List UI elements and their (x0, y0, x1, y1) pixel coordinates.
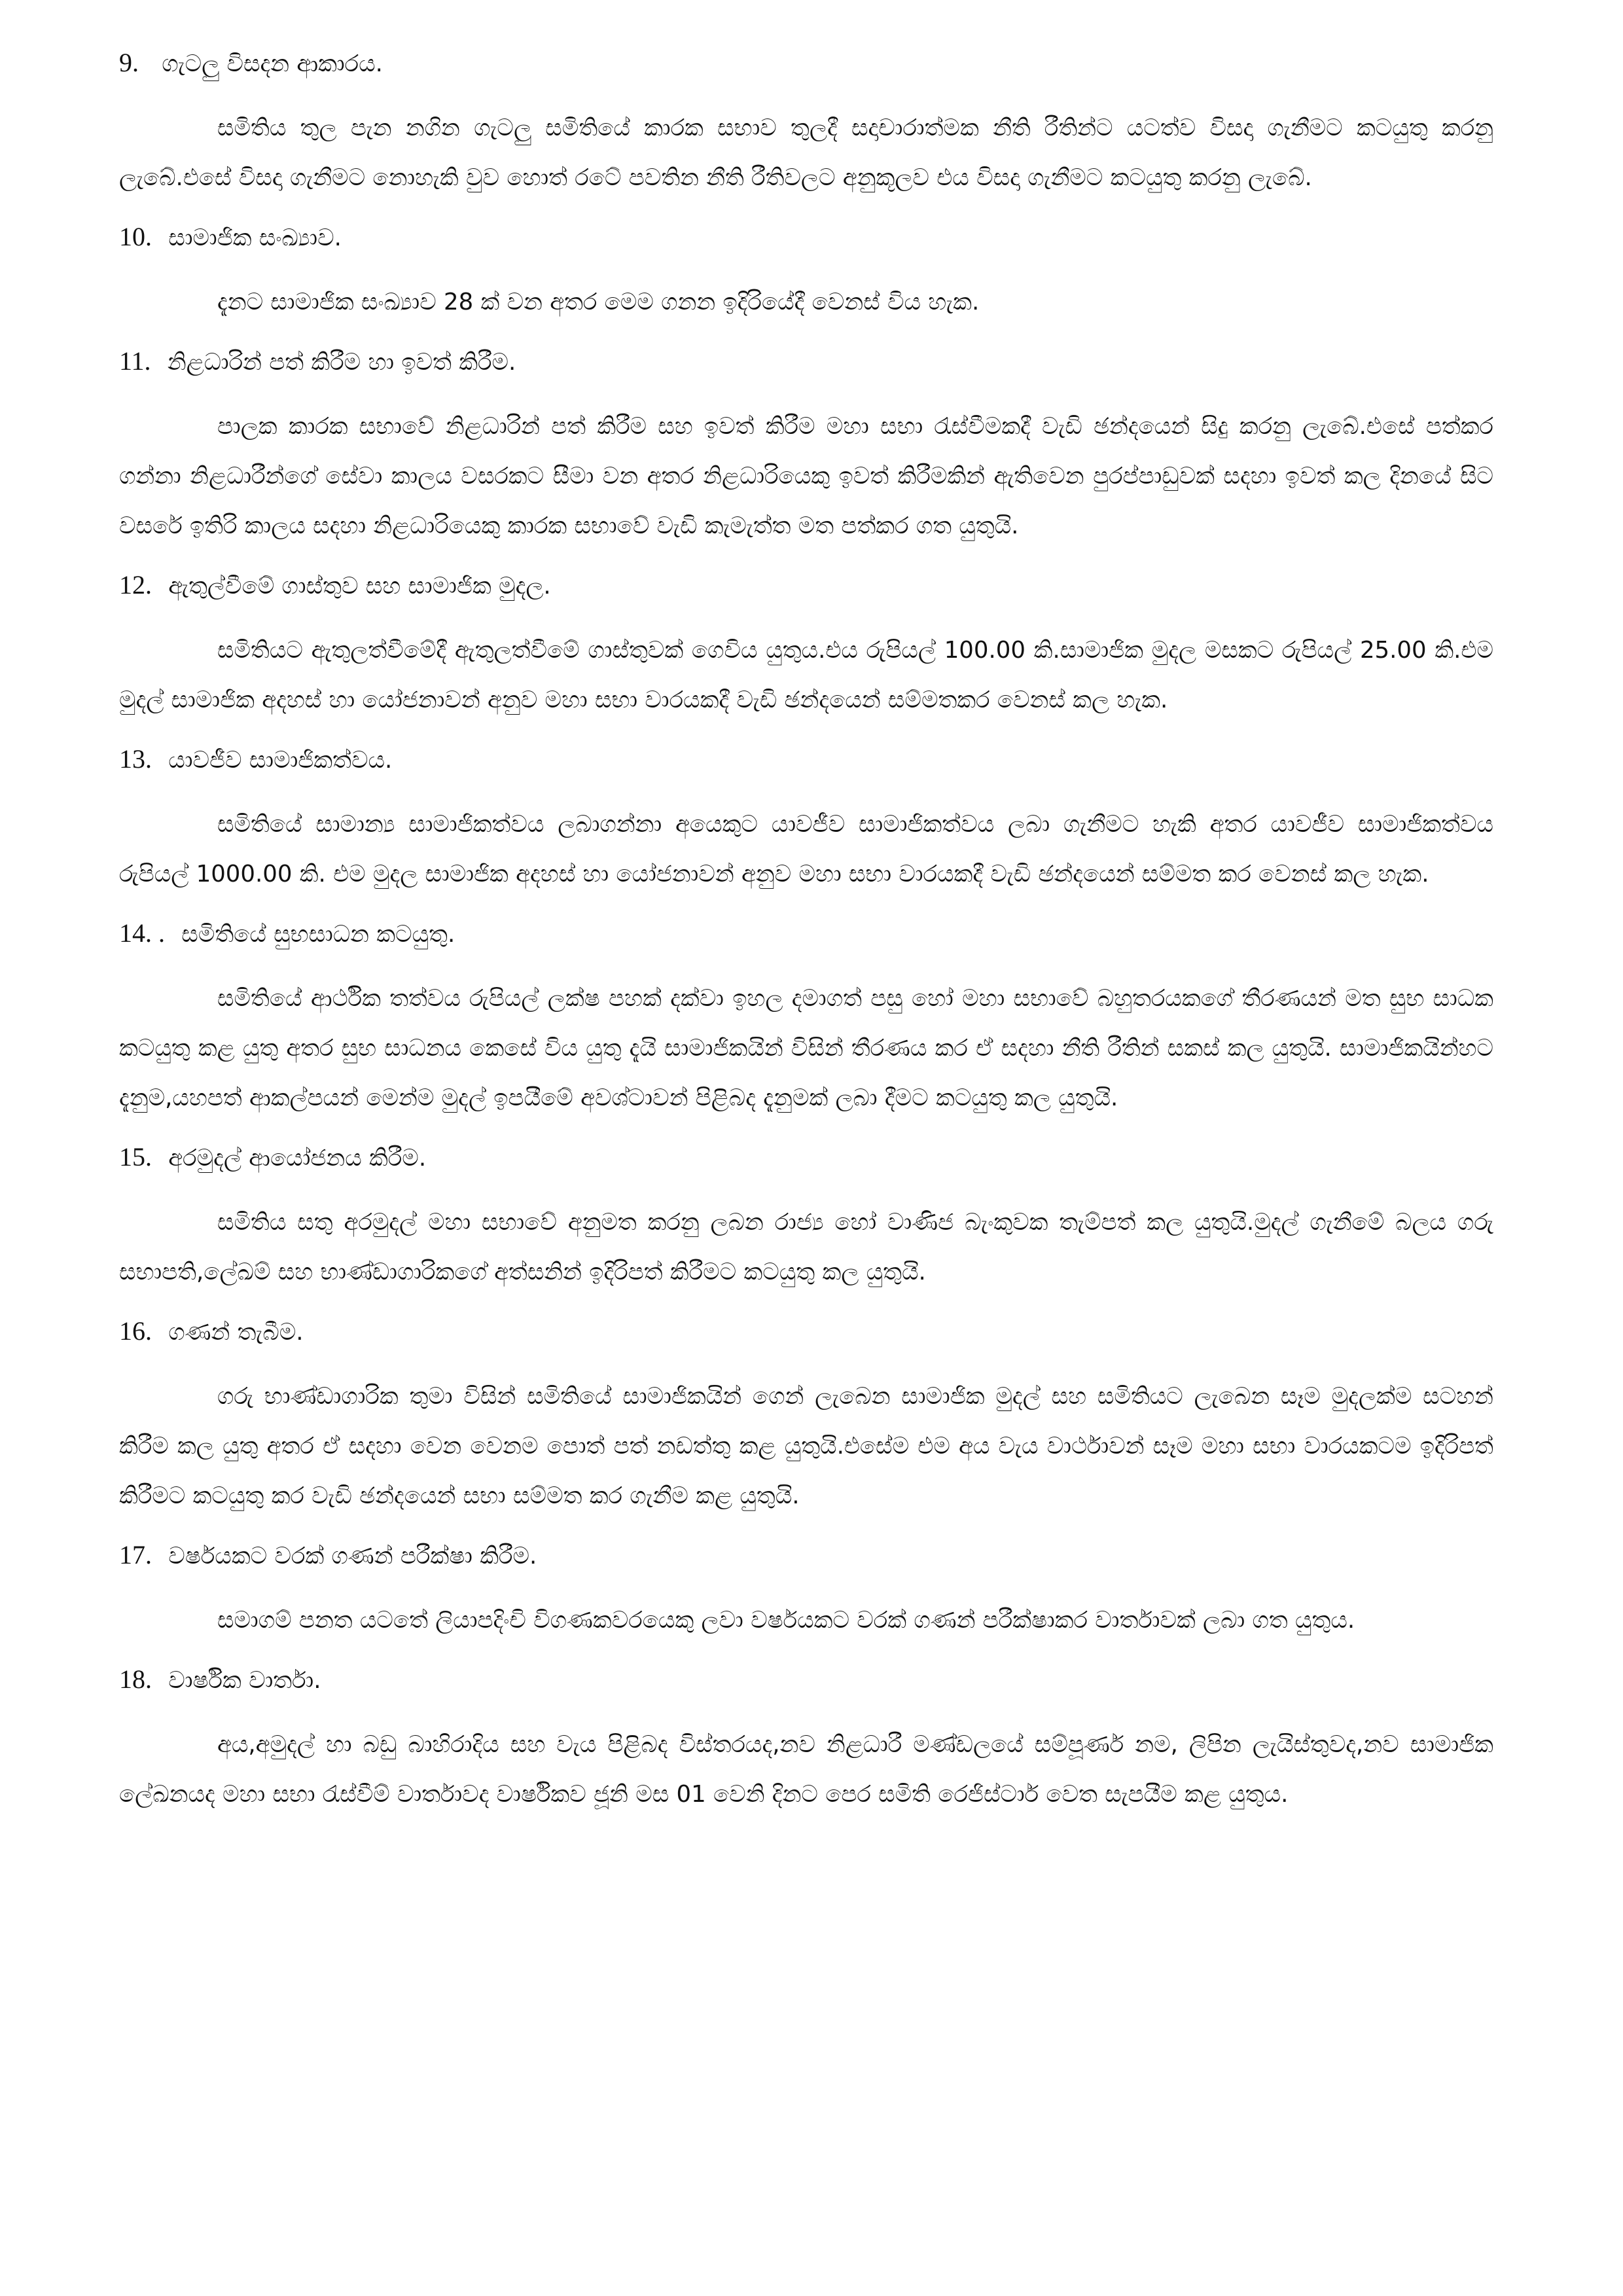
section-title: ඇතුල්වීමේ ගාස්තුව සහ සාමාජික මුදල. (168, 573, 551, 600)
section-heading (119, 1306, 1493, 1357)
section-body: සමිතියේ ආර්ථික තත්වය රුපියල් ලක්ෂ පහක් දක්වා ඉහල දමාගත් පසු හෝ මහා සභාවේ බහුතරයකගේ තීරණයන් මත සුභ සාධක කටයුතු කළ යුතු අතර සුභ සාධනය කෙසේ විය යුතු දැයි සාමාජිකයින් විසින් තීරණය කර ඒ සදහා නීති රීතින් සකස් කල යුතුයි. සාමාජිකයින්හට දැනුම,යහපත් ආකල්පයන් මෙන්ම මුදල් ඉපයීමේ අවශ්‍ටාවන් පිළිබද දැනුමක් ලබා දීමට කටයුතු කල යුතුයි. (119, 985, 1493, 1111)
section-title: අරමුදල් ආයෝජනය කිරීම. (168, 1145, 427, 1172)
section-number: 14. . (119, 918, 165, 948)
section-9 (119, 38, 1493, 203)
section-title: නිළධාරින් පත් කිරීම හා ඉවත් කිරීම. (167, 349, 516, 376)
section-12 (119, 560, 1493, 725)
section-number: 10. (119, 222, 152, 251)
section-heading (119, 1132, 1493, 1183)
section-title: ගණන් තැබීම. (168, 1319, 304, 1346)
section-body: ගරු භාණ්ඩාගාරික තුමා විසින් සමිතියේ සාමාජිකයින් ගෙන් ලැබෙන සාමාජික මුදල් සහ සමිතියට ලැබෙන සෑම මුදලක්ම සටහන් කිරීම කල යුතු අතර ඒ සදහා වෙන වෙනම පොත් පත් නඩත්තු කළ යුතුයි.එසේම එම අය වැය වාර්ථාවන් සෑම මහා සභා වාරයකටම ඉදිරිපත් කිරීමට කටයුතු කර වැඩි ඡන්දයෙන් සභා සම්මත කර ගැනීම කළ යුතුයි. (119, 1383, 1493, 1509)
section-number: 16. (119, 1316, 152, 1346)
section-heading (119, 336, 1493, 387)
section-heading (119, 1655, 1493, 1706)
section-10 (119, 212, 1493, 327)
section-heading (119, 560, 1493, 611)
section-number: 17. (119, 1540, 152, 1570)
section-number: 9. (119, 48, 139, 77)
section-title: සාමාජික සංඛ්‍යාව. (168, 224, 342, 251)
section-heading (119, 38, 1493, 89)
section-body: සමිතියට ඇතුලත්වීමේදී ඇතුලත්වීමේ ගාස්තුවක් ගෙවිය යුතුය.එය රුපියල් 100.00 කි.සාමාජික මුදල මසකට රුපියල් 25.00 කි.එම මුදල් සාමාජික අදහස් හා යෝජනාවන් අනුව මහා සභා වාරයකදී වැඩි ඡන්දයෙන් සම්මතකර වෙනස් කල හැක. (119, 637, 1493, 713)
section-title: වර්ෂයකට වරක් ගණන් පරීක්ෂා කිරීම. (168, 1543, 537, 1570)
section-body: පාලක කාරක සභාවේ නිළධාරින් පත් කිරීම සහ ඉවත් කිරීම මහා සභා රැස්වීමකදී වැඩි ඡන්දයෙන් සිදු කරනු ලැබේ.එසේ පත්කර ගන්නා නිළධාරීන්ගේ සේවා කාලය වසරකට සීමා වන අතර නිළධාරියෙකු ඉවත් කිරීමකින් ඇතිවෙන පුරප්පාඩුවක් සදහා ඉවත් කල දිනයේ සිට වසරේ ඉතිරි කාලය සදහා නිළධාරියෙකු කාරක සභාවේ වැඩි කැමැත්ත මත පත්කර ගත යුතුයි. (119, 413, 1493, 539)
section-heading (119, 734, 1493, 785)
section-17 (119, 1530, 1493, 1645)
section-body: සමාගම් පනත යටතේ ලියාපදිංචි විගණකවරයෙකු ලවා වර්ෂයකට වරක් ගණන් පරීක්ෂාකර වාර්තාවක් ලබා ගත යුතුය. (217, 1607, 1355, 1634)
section-title: ගැටලු විසදන ආකාරය. (162, 50, 383, 77)
section-13 (119, 734, 1493, 899)
section-body: දැනට සාමාජික සංඛ්‍යාව 28 ක් වන අතර මෙම ගනන ඉදිරියේදී වෙනස් විය හැක. (217, 289, 980, 315)
section-body: අය,අමුදල් හා බඩු බාහිරාදිය සහ වැය පිළිබද විස්තරයද,නව නිළධාරී මණ්ඩලයේ සම්පූර්ණ නම, ලිපින ලැයිස්තුවද,නව සාමාජික ලේඛනයද මහා සභා රැස්වීම් වාර්තාවද වාර්ෂිකව ජූනි මස 01 වෙනි දිනට පෙර සමිති රෙජිස්ටාර් වෙත සැපයීම කළ යුතුය. (119, 1731, 1493, 1808)
section-title: වාර්ෂික වාර්තා. (168, 1667, 321, 1694)
section-body: සමිතිය තුල පැන නගින ගැටලු සමිතියේ කාරක සභාව තුලදී සදාචාරාත්මක නීති රීතින්ට යටත්ව විසදා ගැනීමට කටයුතු කරනු ලැබේ.එසේ විසදා ගැනීමට නොහැකි වුව හොත් රටේ පවතින නීති රීතිවලට අනුකූලව එය විසදා ගැනීමට කටයුතු කරනු ලැබේ. (119, 115, 1493, 191)
section-body: සමිතියේ සාමාන්‍ය සාමාජිකත්වය ලබාගන්නා අයෙකුට යාවජීව සාමාජිකත්වය ලබා ගැනීමට හැකි අතර යාවජීව සාමාජිකත්වය රුපියල් 1000.00 කි. එම මුදල සාමාජික අදහස් හා යෝජනාවන් අනුව මහා සභා වාරයකදී වැඩි ඡන්දයෙන් සම්මත කර වෙනස් කල හැක. (119, 811, 1493, 888)
section-body: සමිතිය සතු අරමුදල් මහා සභාවේ අනුමත කරනු ලබන රාජ්‍ය හෝ වාණිජ බැංකුවක තැම්පත් කල යුතුයි.මුදල් ගැනීමේ බලය ගරු සභාපති,ලේඛම් සහ භාණ්ඩාගාරිකගේ අත්සනින් ඉදිරිපත් කිරීමට කටයුතු කල යුතුයි. (119, 1209, 1493, 1285)
section-number: 12. (119, 570, 152, 600)
section-18 (119, 1655, 1493, 1820)
section-title: යාවජීව සාමාජිකත්වය. (168, 747, 393, 774)
section-number: 13. (119, 744, 152, 774)
section-number: 11. (119, 346, 151, 376)
section-15 (119, 1132, 1493, 1297)
section-11 (119, 336, 1493, 551)
document-page (119, 38, 1493, 1829)
section-number: 18. (119, 1664, 152, 1694)
section-14 (119, 908, 1493, 1123)
section-heading (119, 1530, 1493, 1581)
section-title: සමිතියේ සුභසාධන කටයුතු. (181, 921, 455, 948)
section-heading (119, 212, 1493, 263)
section-heading (119, 908, 1493, 960)
section-number: 15. (119, 1142, 152, 1172)
section-16 (119, 1306, 1493, 1521)
